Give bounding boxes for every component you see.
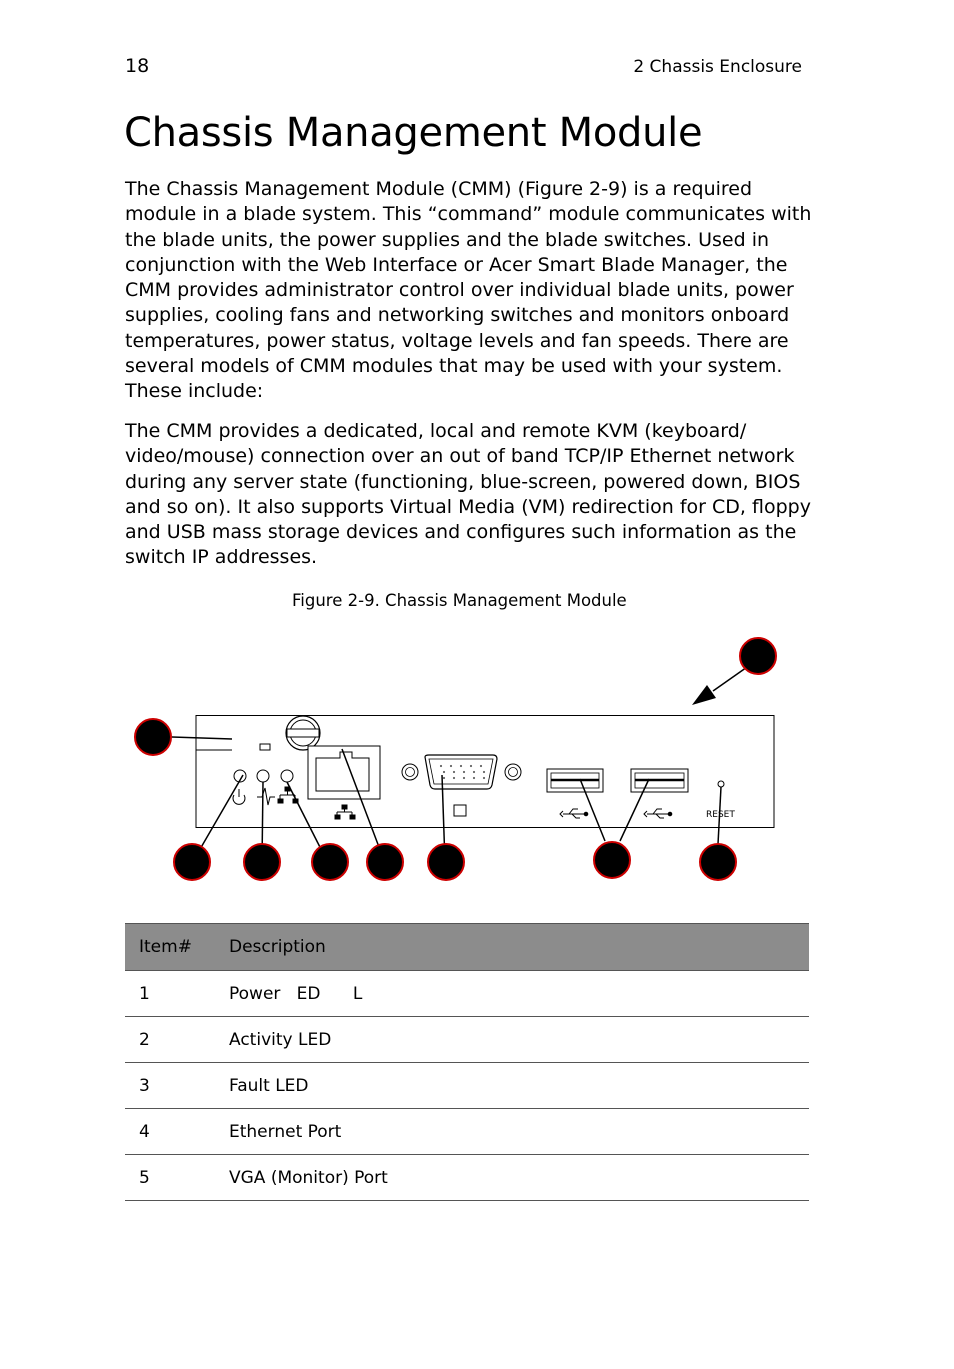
usb-port-2 bbox=[631, 769, 688, 792]
table-row bbox=[125, 1155, 809, 1201]
usb-port-1 bbox=[547, 769, 603, 792]
column-header-description: Description bbox=[215, 924, 809, 971]
callout-arrowhead bbox=[692, 685, 716, 705]
small-led-indicator bbox=[260, 744, 270, 750]
thumbscrew-icon bbox=[286, 716, 320, 750]
page-number: 18 bbox=[125, 55, 150, 77]
table-row bbox=[125, 1109, 809, 1155]
kvm-paragraph: The CMM provides a dedicated, local and remote KVM (keyboard/ video/mouse) connection over an out of band TCP/IP Ethernet network during any server state (functioning, blue-screen, powered down, BIOS and so on). It also supports Virtual Media (VM) redirection for CD, floppy and USB mass storage devices and configures such information as the switch IP addresses. bbox=[125, 420, 811, 569]
table-row bbox=[125, 1017, 809, 1063]
reset-button bbox=[718, 781, 724, 787]
monitor-symbol-icon bbox=[454, 805, 466, 816]
items-table bbox=[125, 923, 809, 1201]
item-description: Fault LED bbox=[215, 1063, 809, 1109]
intro-paragraph: The Chassis Management Module (CMM) (Figure 2-9) is a required module in a blade system. This “command” module communicates with the blade units, the power supplies and the blade switches. Used in conjunction with the Web Interface or Acer Smart Blade Manager, the CMM provides administrator control over individual blade units, power supplies, cooling fans and networking switches and monitors onboard temperatures, power status, voltage levels and fan speeds. There are several models of CMM modules that may be used with your system. These include: bbox=[125, 178, 812, 403]
table-header-row bbox=[125, 924, 809, 971]
reset-label: RESET bbox=[706, 810, 735, 820]
item-description: Activity LED bbox=[215, 1017, 809, 1063]
column-header-item: Item# bbox=[125, 924, 215, 971]
item-description: Ethernet Port bbox=[215, 1109, 809, 1155]
page-title: Chassis Management Module bbox=[124, 110, 703, 156]
cmm-diagram bbox=[120, 625, 800, 895]
figure-caption: Figure 2-9. Chassis Management Module bbox=[292, 591, 627, 610]
activity-led bbox=[257, 770, 269, 782]
item-number: 3 bbox=[125, 1063, 215, 1109]
item-number: 1 bbox=[125, 971, 215, 1017]
item-description: VGA (Monitor) Port bbox=[215, 1155, 809, 1201]
item-number: 5 bbox=[125, 1155, 215, 1201]
item-description: Power ED L bbox=[215, 971, 809, 1017]
fault-led bbox=[281, 770, 293, 782]
item-number: 2 bbox=[125, 1017, 215, 1063]
chapter-header: 2 Chassis Enclosure bbox=[633, 57, 802, 77]
table-row bbox=[125, 971, 809, 1017]
table-row bbox=[125, 1063, 809, 1109]
cmm-figure bbox=[120, 625, 800, 895]
item-number: 4 bbox=[125, 1109, 215, 1155]
